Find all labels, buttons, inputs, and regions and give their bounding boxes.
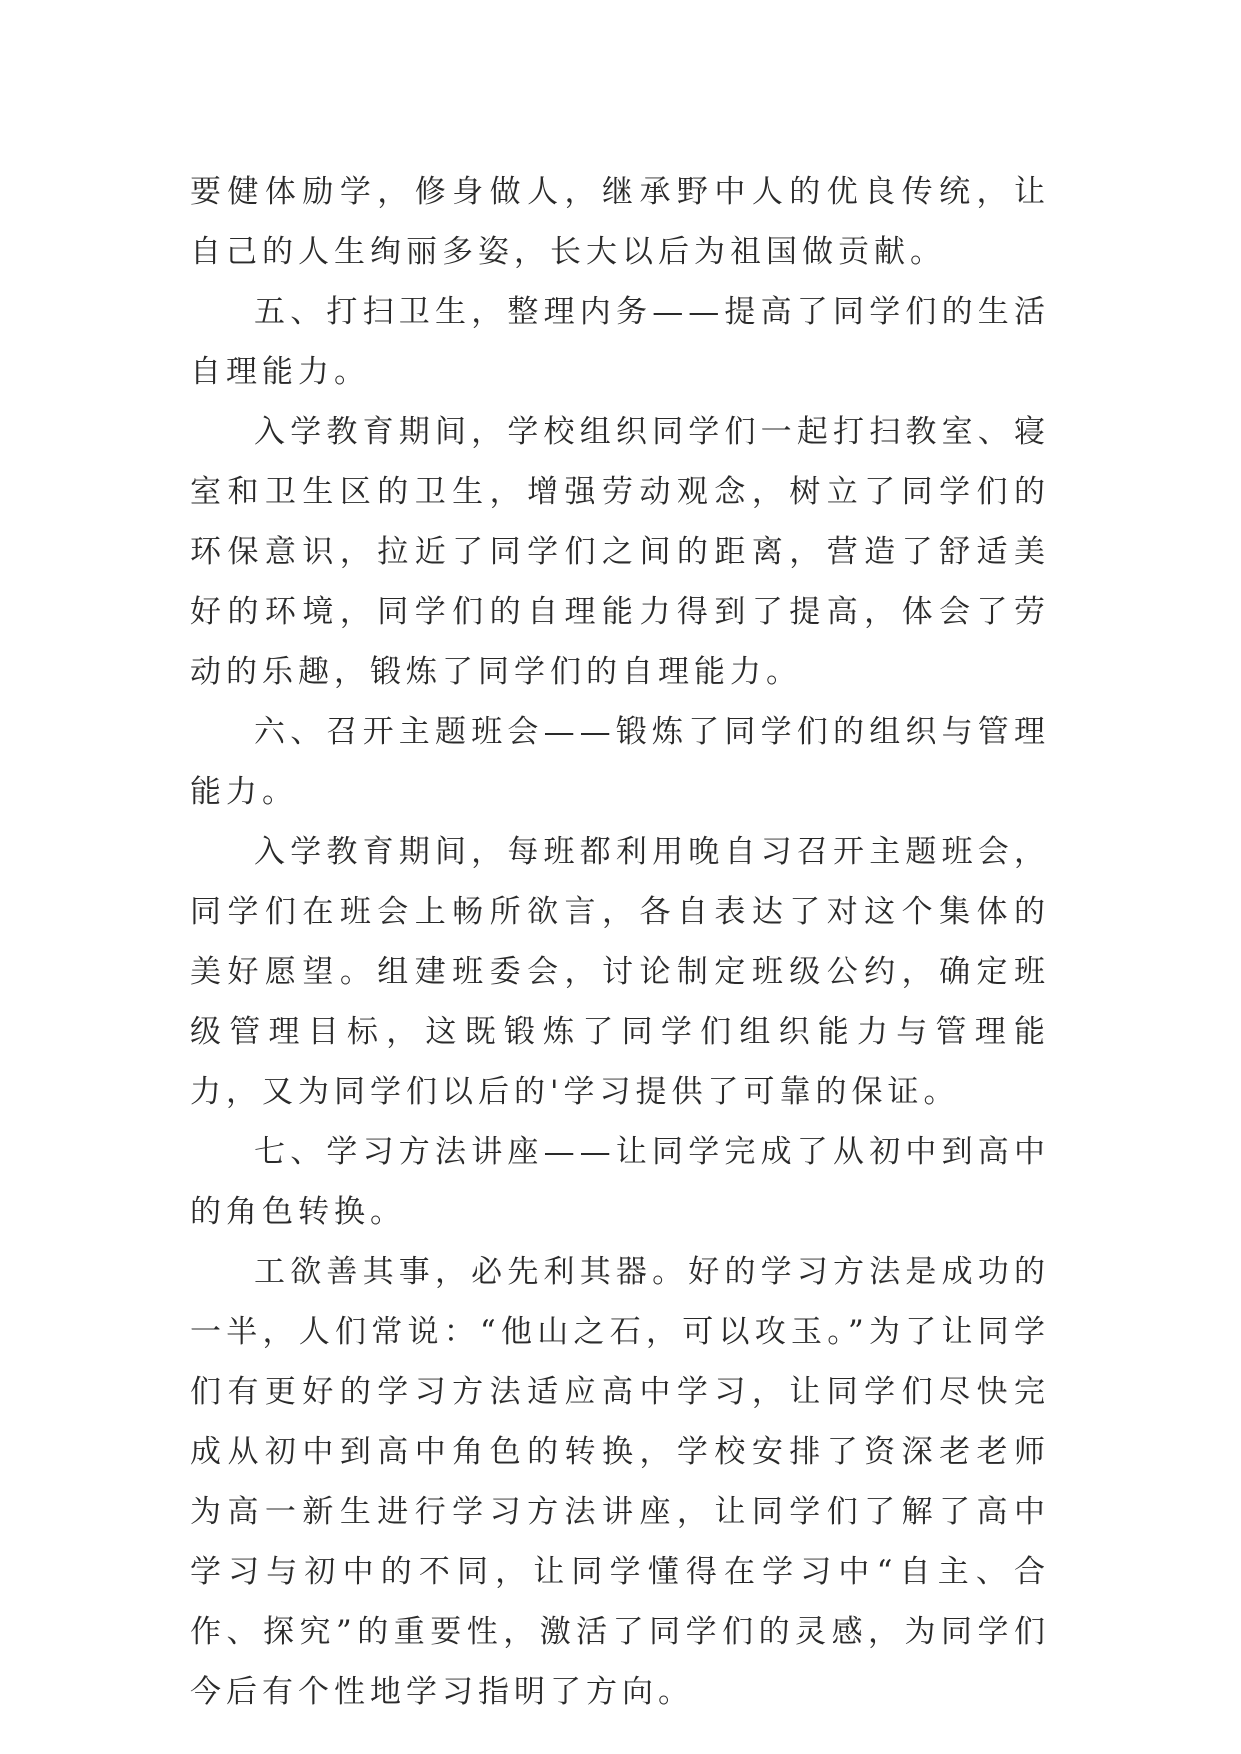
paragraph-continuation: 要健体励学，修身做人，继承野中人的优良传统，让自己的人生绚丽多姿，长大以后为祖国做贡献。 (190, 174, 1050, 270)
paragraph: 入学教育期间，学校组织同学们一起打扫教室、寝室和卫生区的卫生，增强劳动观念，树立了同学们的环保意识，拉近了同学们之间的距离，营造了舒适美好的环境，同学们的自理能力得到了提高，体会了劳动的乐趣，锻炼了同学们的自理能力。 (190, 414, 1050, 690)
section-heading-6: 六、召开主题班会——锻炼了同学们的组织与管理能力。 (190, 714, 1050, 810)
document-body (190, 162, 1050, 1722)
section-heading-7: 七、学习方法讲座——让同学完成了从初中到高中的角色转换。 (190, 1134, 1050, 1230)
paragraph: 入学教育期间，每班都利用晚自习召开主题班会，同学们在班会上畅所欲言，各自表达了对这个集体的美好愿望。组建班委会，讨论制定班级公约，确定班级管理目标，这既锻炼了同学们组织能力与管理能力，又为同学们以后的'学习提供了可靠的保证。 (190, 834, 1050, 1110)
paragraph: 工欲善其事，必先利其器。好的学习方法是成功的一半，人们常说：“他山之石，可以攻玉。”为了让同学们有更好的学习方法适应高中学习，让同学们尽快完成从初中到高中角色的转换，学校安排了资深老老师为高一新生进行学习方法讲座，让同学们了解了高中学习与初中的不同，让同学懂得在学习中“自主、合作、探究”的重要性，激活了同学们的灵感，为同学们今后有个性地学习指明了方向。 (190, 1254, 1050, 1710)
section-heading-5: 五、打扫卫生，整理内务——提高了同学们的生活自理能力。 (190, 294, 1050, 390)
